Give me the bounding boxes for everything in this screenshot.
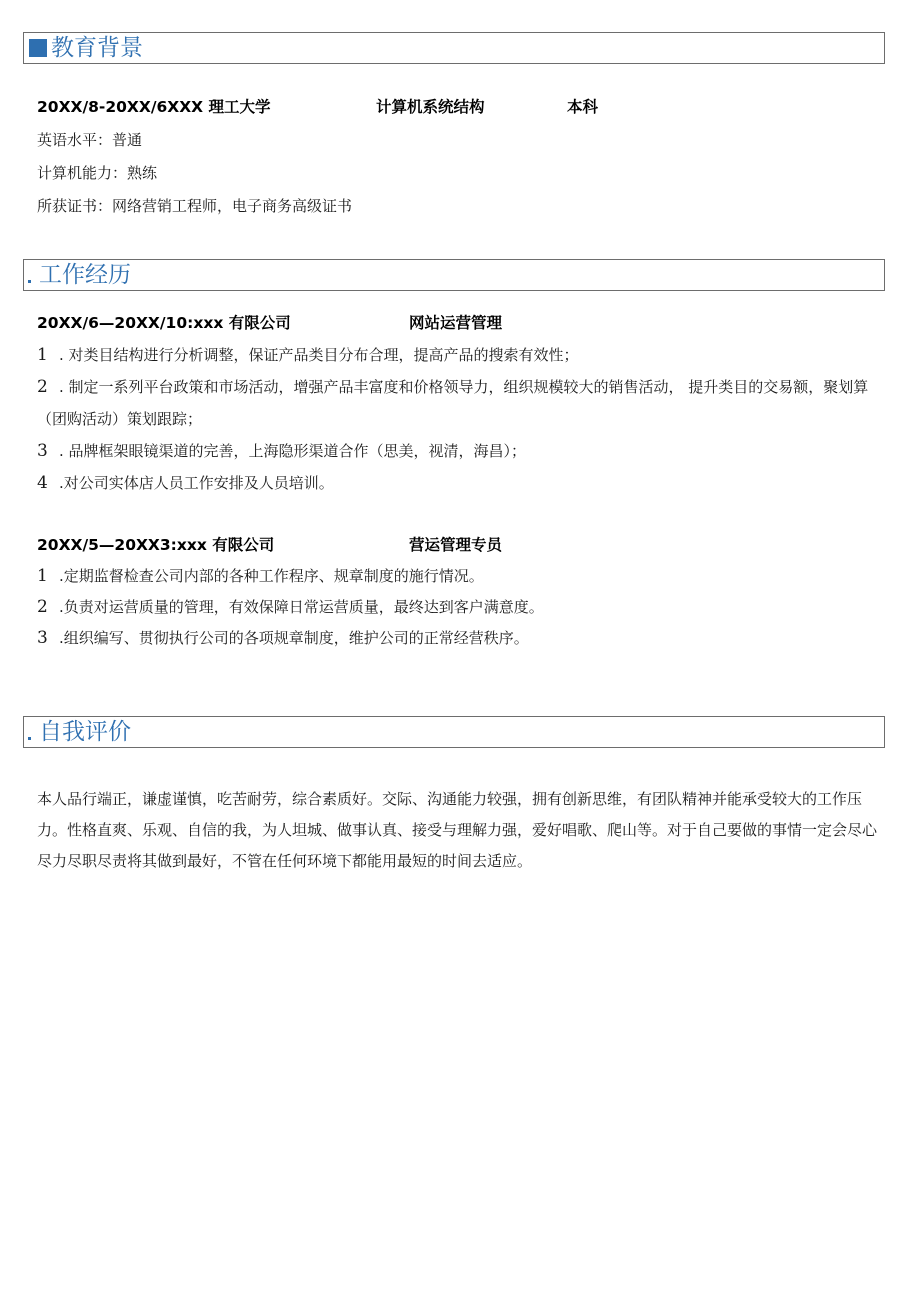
duty-number: 4 [37,473,48,493]
self-eval-text: 本人品行端正，谦虚谨慎，吃苦耐劳，综合素质好。交际、沟通能力较强，拥有创新思维，有团队精神并能承受较大的工作压力。性格直爽、乐观、自信的我，为人坦城、做事认真、接受与理解力强，爱好唱歌、爬山等。对于自己要做的事情一定会尽心尽力尽职尽责将其做到最好，不管在任何环境下都能用最短的时间去适应。 [37,790,878,870]
duty-item [37,566,484,586]
dot-icon [28,280,31,283]
duty-number: 3 [37,628,48,648]
computer-level: 计算机能力：熟练 [37,164,158,182]
duty-text: . 对类目结构进行分析调整，保证产品类目分布合理，提高产品的搜索有效性； [59,346,579,364]
duty-number: 1 [37,566,48,586]
duty-item [37,597,544,617]
english-level: 英语水平：普通 [37,131,143,149]
education-major: 计算机系统结构 [376,98,485,116]
duty-text: .对公司实体店人员工作安排及人员培训。 [59,474,334,492]
duty-text: .负责对运营质量的管理，有效保障日常运营质量，最终达到客户满意度。 [59,598,544,616]
education-degree: 本科 [567,98,599,116]
job-position: 网站运营管理 [409,314,503,332]
duty-item [37,371,882,435]
duty-number: 2 [37,377,48,397]
duty-item [37,473,334,493]
duty-text: . 制定一系列平台政策和市场活动，增强产品丰富度和价格领导力，组织规模较大的销售活动， 提升类目的交易额，聚划算（团购活动）策划跟踪； [37,378,869,428]
duty-number: 2 [37,597,48,617]
job-position: 营运管理专员 [409,536,503,554]
self-eval-title: 自我评价 [39,718,131,745]
job-header: 20XX/6—20XX/10:xxx 有限公司 [37,314,291,332]
duty-number: 1 [37,345,48,365]
work-title: 工作经历 [39,261,131,288]
duty-item [37,628,529,648]
duty-text: . 品牌框架眼镜渠道的完善，上海隐形渠道合作（思美，视清，海昌）； [59,442,527,460]
duty-text: .组织编写、贯彻执行公司的各项规章制度，维护公司的正常经营秩序。 [59,629,529,647]
duty-item [37,345,579,365]
education-title: 教育背景 [51,34,143,61]
duty-item [37,441,526,461]
certificates: 所获证书：网络营销工程师，电子商务高级证书 [37,197,353,215]
work-header [23,259,885,291]
square-icon [29,39,47,57]
self-eval-header [23,716,885,748]
duty-text: .定期监督检查公司内部的各种工作程序、规章制度的施行情况。 [59,567,484,585]
education-school: 20XX/8-20XX/6XXX 理工大学 [37,98,271,116]
duty-number: 3 [37,441,48,461]
job-header: 20XX/5—20XX3:xxx 有限公司 [37,536,275,554]
education-header [23,32,885,64]
dot-icon [28,737,31,740]
